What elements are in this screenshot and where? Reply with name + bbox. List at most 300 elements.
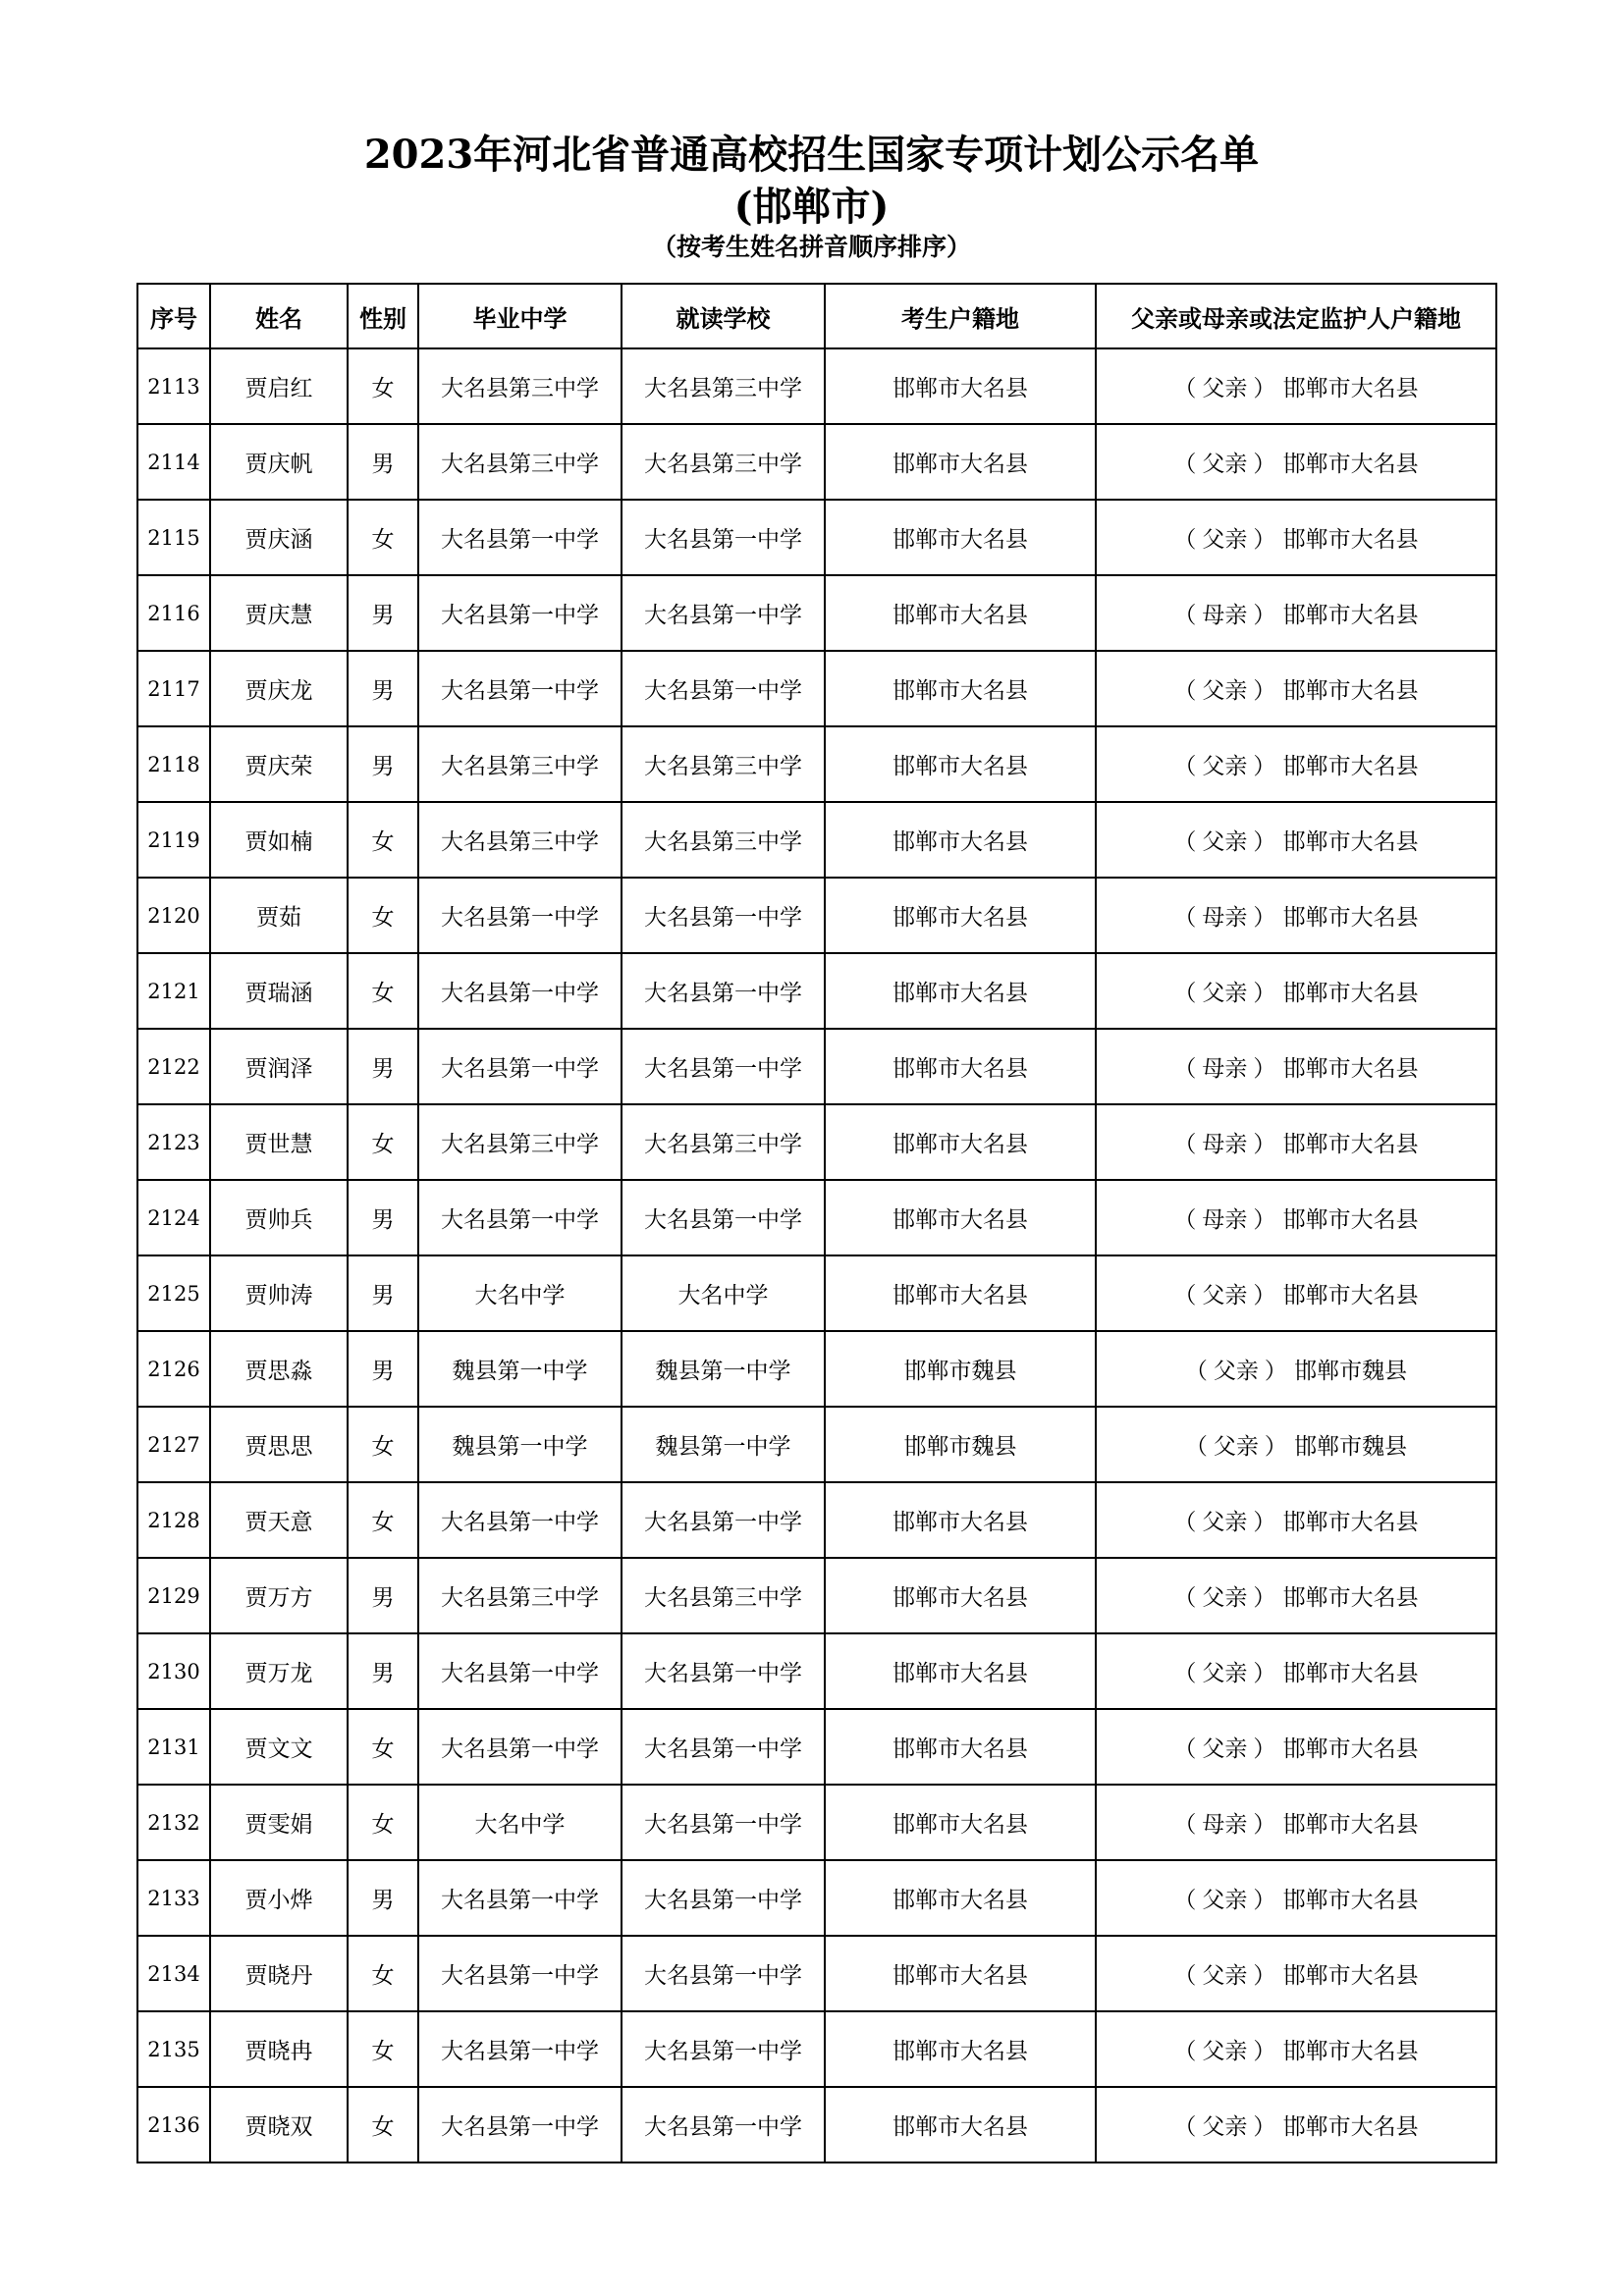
- name-cell: 贾晓双: [210, 2087, 348, 2163]
- paren-close: ）: [1253, 2114, 1276, 2140]
- paren-open: （: [1173, 2039, 1197, 2064]
- paren-open: （: [1173, 829, 1197, 855]
- guardian-relation: 父亲: [1202, 1963, 1248, 1989]
- school-cell: 大名县第一中学: [622, 1180, 825, 1255]
- guardian-hukou-cell: [1096, 1709, 1496, 1785]
- paren-open: （: [1173, 2114, 1197, 2140]
- guardian-hukou-text: 邯郸市大名县: [1282, 905, 1419, 931]
- name-cell: 贾庆龙: [210, 651, 348, 726]
- hukou-cell: 邯郸市魏县: [825, 1407, 1096, 1482]
- paren-close: ）: [1253, 527, 1276, 553]
- paren-close: ）: [1264, 1359, 1287, 1384]
- hukou-cell: 邯郸市大名县: [825, 1860, 1096, 1936]
- grad-school-cell: 大名县第一中学: [418, 953, 622, 1029]
- gender-cell: 男: [348, 1255, 418, 1331]
- name-cell: 贾帅涛: [210, 1255, 348, 1331]
- guardian-hukou-cell: [1096, 1180, 1496, 1255]
- name-cell: 贾庆慧: [210, 575, 348, 651]
- header-school: 就读学校: [622, 284, 825, 348]
- guardian-relation: 母亲: [1202, 1056, 1248, 1082]
- paren-close: ）: [1253, 1510, 1276, 1535]
- guardian-hukou-cell: [1096, 1029, 1496, 1104]
- guardian-relation: 父亲: [1202, 376, 1248, 401]
- guardian-hukou-text: 邯郸市大名县: [1282, 678, 1419, 704]
- gender-cell: 女: [348, 500, 418, 575]
- guardian-hukou-cell: [1096, 500, 1496, 575]
- gender-cell: 女: [348, 1407, 418, 1482]
- guardian-relation: 父亲: [1202, 1736, 1248, 1762]
- paren-close: ）: [1253, 376, 1276, 401]
- name-cell: 贾万方: [210, 1558, 348, 1633]
- guardian-hukou-cell: [1096, 651, 1496, 726]
- guardian-hukou-text: 邯郸市大名县: [1282, 527, 1419, 553]
- guardian-relation: 父亲: [1202, 829, 1248, 855]
- name-cell: 贾庆帆: [210, 424, 348, 500]
- name-cell: 贾如楠: [210, 802, 348, 878]
- gender-cell: 男: [348, 1633, 418, 1709]
- school-cell: 大名县第一中学: [622, 651, 825, 726]
- seq-cell: 2116: [137, 575, 210, 651]
- table-row: [137, 575, 1496, 651]
- table-row: [137, 1104, 1496, 1180]
- guardian-hukou-text: 邯郸市大名县: [1282, 1963, 1419, 1989]
- guardian-hukou-text: 邯郸市大名县: [1282, 603, 1419, 628]
- guardian-hukou-cell: [1096, 802, 1496, 878]
- name-cell: 贾雯娟: [210, 1785, 348, 1860]
- school-cell: 大名县第一中学: [622, 1633, 825, 1709]
- page-subtitle: (邯郸市): [733, 184, 890, 230]
- hukou-cell: 邯郸市大名县: [825, 1785, 1096, 1860]
- hukou-cell: 邯郸市大名县: [825, 726, 1096, 802]
- seq-cell: 2131: [137, 1709, 210, 1785]
- grad-school-cell: 大名县第三中学: [418, 1104, 622, 1180]
- guardian-hukou-cell: [1096, 1482, 1496, 1558]
- guardian-hukou-text: 邯郸市大名县: [1282, 1812, 1419, 1838]
- guardian-hukou-cell: [1096, 1331, 1496, 1407]
- seq-cell: 2130: [137, 1633, 210, 1709]
- grad-school-cell: 大名中学: [418, 1255, 622, 1331]
- grad-school-cell: 大名县第一中学: [418, 2087, 622, 2163]
- table-row: [137, 1860, 1496, 1936]
- gender-cell: 女: [348, 1482, 418, 1558]
- guardian-hukou-text: 邯郸市大名县: [1282, 2114, 1419, 2140]
- grad-school-cell: 魏县第一中学: [418, 1407, 622, 1482]
- gender-cell: 女: [348, 1104, 418, 1180]
- table-row: [137, 651, 1496, 726]
- guardian-relation: 母亲: [1202, 1132, 1248, 1157]
- hukou-cell: 邯郸市大名县: [825, 1709, 1096, 1785]
- name-cell: 贾茹: [210, 878, 348, 953]
- school-cell: 大名县第一中学: [622, 2011, 825, 2087]
- hukou-cell: 邯郸市大名县: [825, 1029, 1096, 1104]
- guardian-relation: 父亲: [1202, 1888, 1248, 1913]
- paren-open: （: [1173, 1510, 1197, 1535]
- name-cell: 贾瑞涵: [210, 953, 348, 1029]
- guardian-hukou-cell: [1096, 726, 1496, 802]
- table-row: [137, 1709, 1496, 1785]
- header-seq: 序号: [137, 284, 210, 348]
- guardian-relation: 父亲: [1202, 678, 1248, 704]
- grad-school-cell: 魏县第一中学: [418, 1331, 622, 1407]
- grad-school-cell: 大名县第三中学: [418, 1558, 622, 1633]
- grad-school-cell: 大名县第三中学: [418, 348, 622, 424]
- paren-close: ）: [1253, 1736, 1276, 1762]
- table-row: [137, 2087, 1496, 2163]
- seq-cell: 2119: [137, 802, 210, 878]
- paren-close: ）: [1253, 678, 1276, 704]
- name-cell: 贾世慧: [210, 1104, 348, 1180]
- paren-close: ）: [1253, 1056, 1276, 1082]
- table-row: [137, 1482, 1496, 1558]
- paren-close: ）: [1253, 1963, 1276, 1989]
- seq-cell: 2136: [137, 2087, 210, 2163]
- sort-note: （按考生姓名拼音顺序排序）: [651, 233, 971, 261]
- table-row: [137, 500, 1496, 575]
- guardian-relation: 母亲: [1202, 603, 1248, 628]
- paren-open: （: [1184, 1434, 1208, 1460]
- guardian-hukou-cell: [1096, 1407, 1496, 1482]
- name-cell: 贾庆涵: [210, 500, 348, 575]
- guardian-hukou-text: 邯郸市大名县: [1282, 2039, 1419, 2064]
- school-cell: 大名县第一中学: [622, 2087, 825, 2163]
- guardian-relation: 母亲: [1202, 1812, 1248, 1838]
- hukou-cell: 邯郸市大名县: [825, 348, 1096, 424]
- gender-cell: 男: [348, 1029, 418, 1104]
- guardian-hukou-cell: [1096, 1558, 1496, 1633]
- seq-cell: 2123: [137, 1104, 210, 1180]
- grad-school-cell: 大名县第一中学: [418, 1180, 622, 1255]
- seq-cell: 2135: [137, 2011, 210, 2087]
- paren-open: （: [1173, 376, 1197, 401]
- guardian-relation: 父亲: [1202, 1283, 1248, 1308]
- name-cell: 贾思思: [210, 1407, 348, 1482]
- paren-open: （: [1173, 1661, 1197, 1686]
- table-row: [137, 1407, 1496, 1482]
- name-cell: 贾帅兵: [210, 1180, 348, 1255]
- grad-school-cell: 大名县第一中学: [418, 500, 622, 575]
- school-cell: 大名县第三中学: [622, 1558, 825, 1633]
- school-cell: 大名县第一中学: [622, 1936, 825, 2011]
- guardian-relation: 父亲: [1202, 452, 1248, 477]
- name-cell: 贾润泽: [210, 1029, 348, 1104]
- paren-open: （: [1173, 1283, 1197, 1308]
- gender-cell: 男: [348, 575, 418, 651]
- seq-cell: 2115: [137, 500, 210, 575]
- guardian-hukou-cell: [1096, 348, 1496, 424]
- school-cell: 大名县第一中学: [622, 878, 825, 953]
- school-cell: 大名县第三中学: [622, 726, 825, 802]
- guardian-hukou-text: 邯郸市大名县: [1282, 1283, 1419, 1308]
- seq-cell: 2124: [137, 1180, 210, 1255]
- school-cell: 大名县第一中学: [622, 500, 825, 575]
- guardian-hukou-cell: [1096, 878, 1496, 953]
- guardian-hukou-text: 邯郸市大名县: [1282, 754, 1419, 779]
- guardian-relation: 父亲: [1202, 2039, 1248, 2064]
- gender-cell: 男: [348, 1558, 418, 1633]
- guardian-relation: 母亲: [1202, 1207, 1248, 1233]
- paren-open: （: [1184, 1359, 1208, 1384]
- guardian-hukou-cell: [1096, 424, 1496, 500]
- hukou-cell: 邯郸市大名县: [825, 1180, 1096, 1255]
- school-cell: 大名县第一中学: [622, 575, 825, 651]
- grad-school-cell: 大名县第一中学: [418, 878, 622, 953]
- table-row: [137, 1633, 1496, 1709]
- guardian-hukou-cell: [1096, 1255, 1496, 1331]
- seq-cell: 2129: [137, 1558, 210, 1633]
- hukou-cell: 邯郸市大名县: [825, 1558, 1096, 1633]
- seq-cell: 2122: [137, 1029, 210, 1104]
- paren-open: （: [1173, 678, 1197, 704]
- school-cell: 大名县第三中学: [622, 424, 825, 500]
- guardian-hukou-text: 邯郸市大名县: [1282, 1888, 1419, 1913]
- grad-school-cell: 大名县第三中学: [418, 802, 622, 878]
- table-row: [137, 2011, 1496, 2087]
- paren-close: ）: [1253, 1812, 1276, 1838]
- paren-close: ）: [1253, 2039, 1276, 2064]
- name-cell: 贾思淼: [210, 1331, 348, 1407]
- guardian-hukou-text: 邯郸市大名县: [1282, 376, 1419, 401]
- paren-open: （: [1173, 1585, 1197, 1611]
- school-cell: 魏县第一中学: [622, 1407, 825, 1482]
- paren-open: （: [1173, 1736, 1197, 1762]
- grad-school-cell: 大名县第一中学: [418, 575, 622, 651]
- guardian-hukou-text: 邯郸市大名县: [1282, 452, 1419, 477]
- hukou-cell: 邯郸市大名县: [825, 1936, 1096, 2011]
- table-row: [137, 802, 1496, 878]
- hukou-cell: 邯郸市大名县: [825, 878, 1096, 953]
- paren-open: （: [1173, 905, 1197, 931]
- grad-school-cell: 大名县第一中学: [418, 1860, 622, 1936]
- grad-school-cell: 大名县第一中学: [418, 1029, 622, 1104]
- school-cell: 大名中学: [622, 1255, 825, 1331]
- gender-cell: 女: [348, 878, 418, 953]
- hukou-cell: 邯郸市大名县: [825, 1482, 1096, 1558]
- seq-cell: 2113: [137, 348, 210, 424]
- seq-cell: 2134: [137, 1936, 210, 2011]
- grad-school-cell: 大名县第一中学: [418, 651, 622, 726]
- grad-school-cell: 大名县第一中学: [418, 1482, 622, 1558]
- name-cell: 贾晓丹: [210, 1936, 348, 2011]
- table-row: [137, 726, 1496, 802]
- header-gender: 性别: [348, 284, 418, 348]
- school-cell: 大名县第一中学: [622, 953, 825, 1029]
- guardian-hukou-cell: [1096, 953, 1496, 1029]
- header-guardian-hukou: 父亲或母亲或法定监护人户籍地: [1096, 284, 1496, 348]
- gender-cell: 女: [348, 1709, 418, 1785]
- grad-school-cell: 大名县第三中学: [418, 424, 622, 500]
- table-row: [137, 1785, 1496, 1860]
- paren-close: ）: [1253, 905, 1276, 931]
- guardian-relation: 父亲: [1202, 754, 1248, 779]
- guardian-relation: 父亲: [1202, 1585, 1248, 1611]
- grad-school-cell: 大名中学: [418, 1785, 622, 1860]
- table-row: [137, 348, 1496, 424]
- guardian-hukou-text: 邯郸市大名县: [1282, 1736, 1419, 1762]
- guardian-hukou-cell: [1096, 2087, 1496, 2163]
- paren-open: （: [1173, 1207, 1197, 1233]
- guardian-relation: 父亲: [1213, 1359, 1259, 1384]
- hukou-cell: 邯郸市大名县: [825, 575, 1096, 651]
- gender-cell: 男: [348, 1331, 418, 1407]
- seq-cell: 2114: [137, 424, 210, 500]
- gender-cell: 男: [348, 1860, 418, 1936]
- guardian-hukou-text: 邯郸市大名县: [1282, 1585, 1419, 1611]
- paren-close: ）: [1253, 603, 1276, 628]
- roster-table: [136, 283, 1497, 2163]
- guardian-relation: 父亲: [1213, 1434, 1259, 1460]
- gender-cell: 女: [348, 348, 418, 424]
- grad-school-cell: 大名县第一中学: [418, 1709, 622, 1785]
- gender-cell: 男: [348, 1180, 418, 1255]
- paren-close: ）: [1253, 981, 1276, 1006]
- seq-cell: 2118: [137, 726, 210, 802]
- hukou-cell: 邯郸市大名县: [825, 953, 1096, 1029]
- hukou-cell: 邯郸市大名县: [825, 1633, 1096, 1709]
- hukou-cell: 邯郸市大名县: [825, 500, 1096, 575]
- seq-cell: 2127: [137, 1407, 210, 1482]
- table-row: [137, 1936, 1496, 2011]
- name-cell: 贾晓冉: [210, 2011, 348, 2087]
- seq-cell: 2120: [137, 878, 210, 953]
- guardian-relation: 父亲: [1202, 527, 1248, 553]
- guardian-hukou-cell: [1096, 1936, 1496, 2011]
- paren-open: （: [1173, 603, 1197, 628]
- guardian-hukou-text: 邯郸市大名县: [1282, 1510, 1419, 1535]
- paren-open: （: [1173, 754, 1197, 779]
- gender-cell: 女: [348, 2011, 418, 2087]
- name-cell: 贾天意: [210, 1482, 348, 1558]
- seq-cell: 2125: [137, 1255, 210, 1331]
- gender-cell: 男: [348, 651, 418, 726]
- paren-open: （: [1173, 1963, 1197, 1989]
- table-row: [137, 1331, 1496, 1407]
- guardian-hukou-text: 邯郸市魏县: [1294, 1434, 1408, 1460]
- paren-close: ）: [1253, 1207, 1276, 1233]
- guardian-hukou-cell: [1096, 1860, 1496, 1936]
- paren-close: ）: [1253, 452, 1276, 477]
- header-name: 姓名: [210, 284, 348, 348]
- seq-cell: 2117: [137, 651, 210, 726]
- hukou-cell: 邯郸市大名县: [825, 424, 1096, 500]
- guardian-hukou-text: 邯郸市大名县: [1282, 1207, 1419, 1233]
- gender-cell: 男: [348, 424, 418, 500]
- gender-cell: 女: [348, 953, 418, 1029]
- school-cell: 大名县第一中学: [622, 1029, 825, 1104]
- paren-close: ）: [1253, 1888, 1276, 1913]
- seq-cell: 2126: [137, 1331, 210, 1407]
- paren-open: （: [1173, 527, 1197, 553]
- gender-cell: 女: [348, 802, 418, 878]
- grad-school-cell: 大名县第三中学: [418, 726, 622, 802]
- name-cell: 贾庆荣: [210, 726, 348, 802]
- guardian-relation: 父亲: [1202, 981, 1248, 1006]
- table-row: [137, 1558, 1496, 1633]
- school-cell: 大名县第一中学: [622, 1709, 825, 1785]
- header-grad-school: 毕业中学: [418, 284, 622, 348]
- school-cell: 大名县第三中学: [622, 802, 825, 878]
- name-cell: 贾文文: [210, 1709, 348, 1785]
- guardian-hukou-cell: [1096, 1633, 1496, 1709]
- gender-cell: 女: [348, 1785, 418, 1860]
- paren-close: ）: [1253, 1585, 1276, 1611]
- guardian-hukou-cell: [1096, 1104, 1496, 1180]
- paren-close: ）: [1253, 1283, 1276, 1308]
- guardian-hukou-text: 邯郸市大名县: [1282, 1056, 1419, 1082]
- guardian-hukou-text: 邯郸市大名县: [1282, 981, 1419, 1006]
- grad-school-cell: 大名县第一中学: [418, 1633, 622, 1709]
- paren-open: （: [1173, 1888, 1197, 1913]
- hukou-cell: 邯郸市大名县: [825, 651, 1096, 726]
- seq-cell: 2133: [137, 1860, 210, 1936]
- table-row: [137, 424, 1496, 500]
- hukou-cell: 邯郸市大名县: [825, 802, 1096, 878]
- table-row: [137, 1255, 1496, 1331]
- paren-close: ）: [1264, 1434, 1287, 1460]
- guardian-hukou-text: 邯郸市大名县: [1282, 829, 1419, 855]
- guardian-relation: 父亲: [1202, 1510, 1248, 1535]
- seq-cell: 2132: [137, 1785, 210, 1860]
- gender-cell: 女: [348, 1936, 418, 2011]
- paren-open: （: [1173, 981, 1197, 1006]
- paren-open: （: [1173, 452, 1197, 477]
- paren-open: （: [1173, 1812, 1197, 1838]
- paren-open: （: [1173, 1056, 1197, 1082]
- grad-school-cell: 大名县第一中学: [418, 2011, 622, 2087]
- paren-close: ）: [1253, 754, 1276, 779]
- name-cell: 贾启红: [210, 348, 348, 424]
- guardian-hukou-cell: [1096, 1785, 1496, 1860]
- name-cell: 贾小烨: [210, 1860, 348, 1936]
- school-cell: 大名县第一中学: [622, 1482, 825, 1558]
- guardian-hukou-cell: [1096, 575, 1496, 651]
- guardian-relation: 母亲: [1202, 905, 1248, 931]
- table-row: [137, 953, 1496, 1029]
- page-title: 2023年河北省普通高校招生国家专项计划公示名单: [363, 132, 1260, 178]
- seq-cell: 2128: [137, 1482, 210, 1558]
- table-row: [137, 878, 1496, 953]
- name-cell: 贾万龙: [210, 1633, 348, 1709]
- guardian-hukou-text: 邯郸市大名县: [1282, 1661, 1419, 1686]
- hukou-cell: 邯郸市大名县: [825, 2087, 1096, 2163]
- guardian-relation: 父亲: [1202, 2114, 1248, 2140]
- guardian-relation: 父亲: [1202, 1661, 1248, 1686]
- school-cell: 大名县第三中学: [622, 348, 825, 424]
- guardian-hukou-text: 邯郸市大名县: [1282, 1132, 1419, 1157]
- hukou-cell: 邯郸市魏县: [825, 1331, 1096, 1407]
- school-cell: 大名县第一中学: [622, 1785, 825, 1860]
- guardian-hukou-cell: [1096, 2011, 1496, 2087]
- guardian-hukou-text: 邯郸市魏县: [1294, 1359, 1408, 1384]
- hukou-cell: 邯郸市大名县: [825, 1104, 1096, 1180]
- hukou-cell: 邯郸市大名县: [825, 1255, 1096, 1331]
- gender-cell: 女: [348, 2087, 418, 2163]
- school-cell: 大名县第三中学: [622, 1104, 825, 1180]
- header-hukou: 考生户籍地: [825, 284, 1096, 348]
- table-row: [137, 1029, 1496, 1104]
- table-row: [137, 1180, 1496, 1255]
- header-row: [137, 284, 1496, 348]
- seq-cell: 2121: [137, 953, 210, 1029]
- school-cell: 大名县第一中学: [622, 1860, 825, 1936]
- school-cell: 魏县第一中学: [622, 1331, 825, 1407]
- grad-school-cell: 大名县第一中学: [418, 1936, 622, 2011]
- paren-open: （: [1173, 1132, 1197, 1157]
- paren-close: ）: [1253, 1132, 1276, 1157]
- hukou-cell: 邯郸市大名县: [825, 2011, 1096, 2087]
- gender-cell: 男: [348, 726, 418, 802]
- paren-close: ）: [1253, 829, 1276, 855]
- paren-close: ）: [1253, 1661, 1276, 1686]
